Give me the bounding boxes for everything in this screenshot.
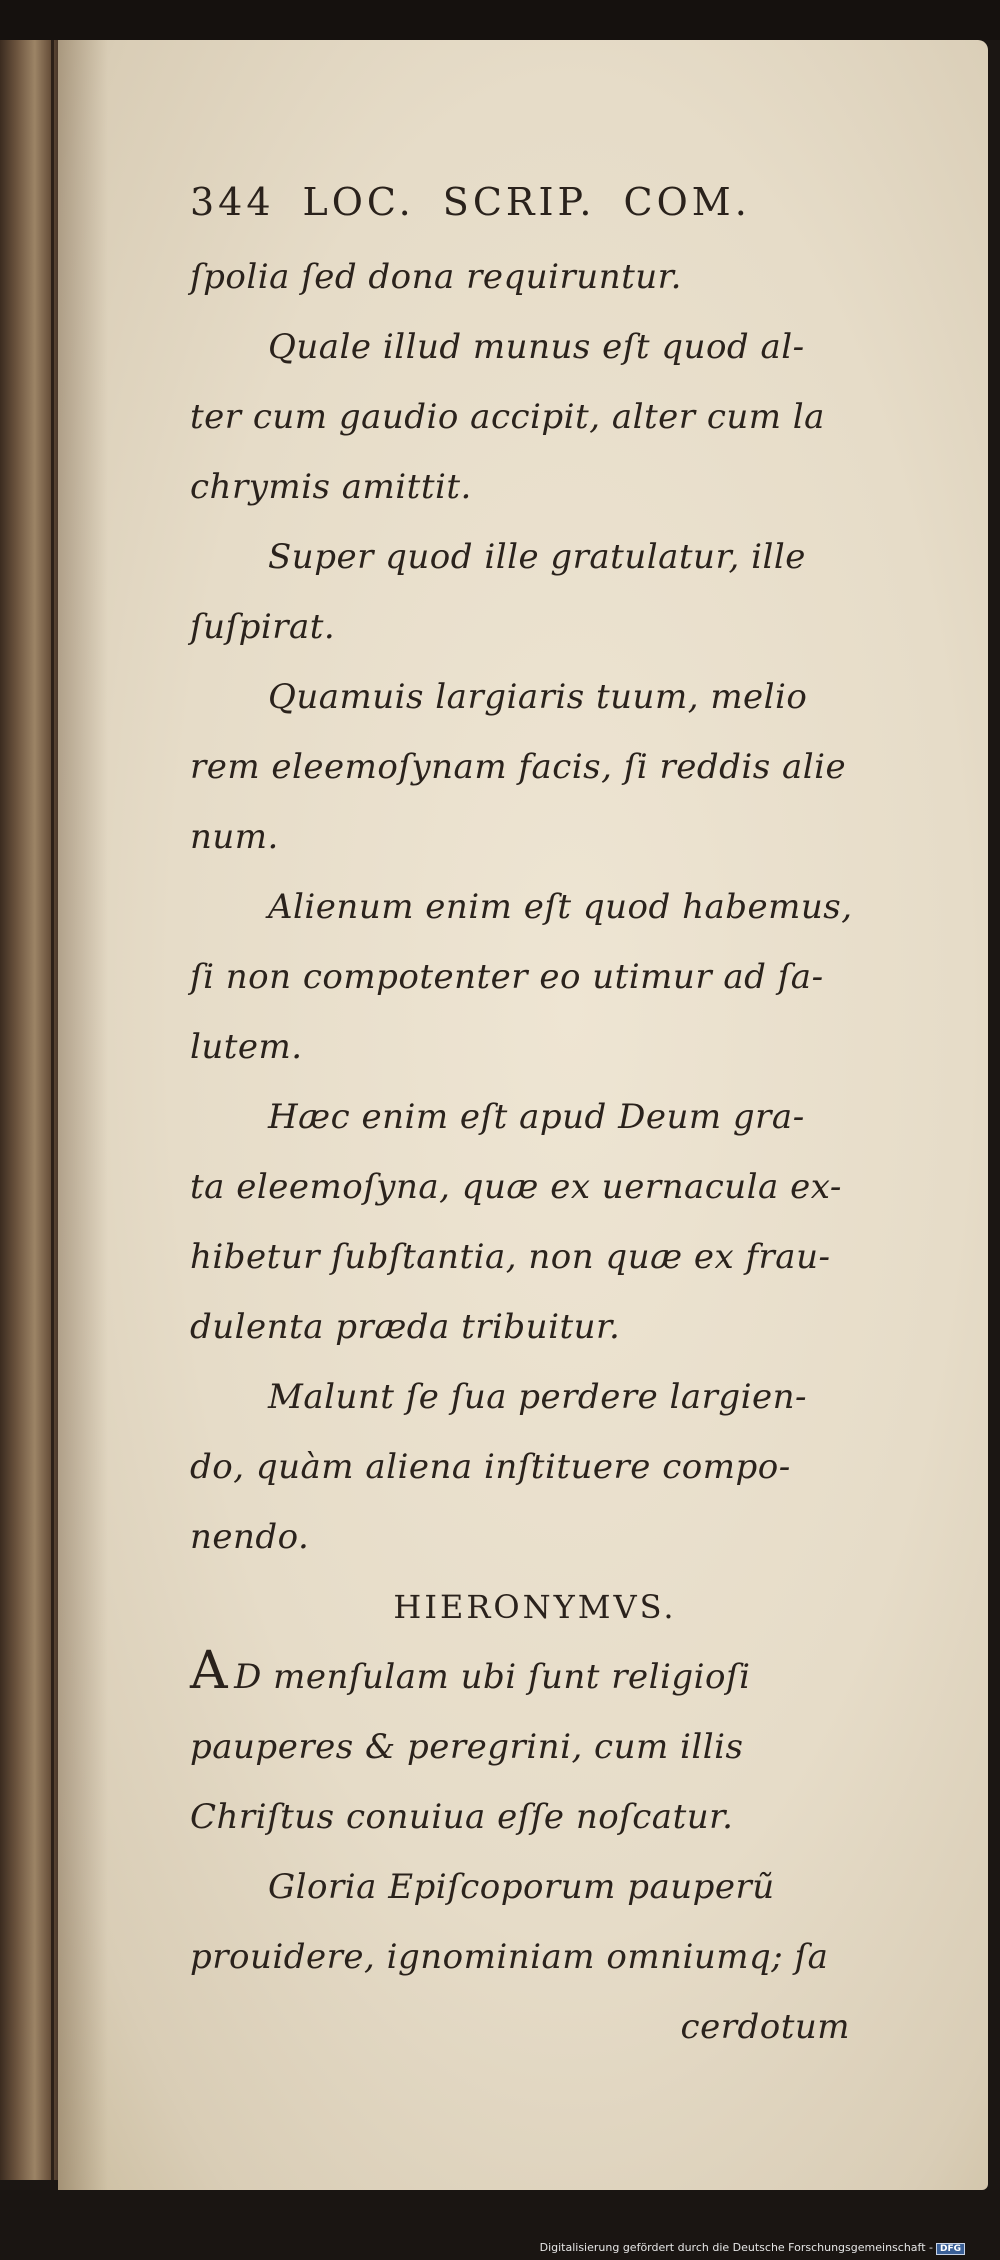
text-line: ſi non compotenter eo utimur ad ſa- [190, 957, 824, 997]
top-backdrop [0, 0, 1000, 40]
dfg-logo: DFG [936, 2243, 965, 2255]
text-line: hibetur ſubſtantia, non quæ ex frau- [190, 1237, 831, 1277]
text-line: Chriſtus conuiua eſſe noſcatur. [190, 1797, 734, 1837]
text-line: ſuſpirat. [190, 607, 336, 647]
book-page-edges [0, 40, 58, 2180]
page-number: 344 [190, 180, 275, 224]
initial-line [190, 1642, 880, 1712]
initial-line-rest: D menſulam ubi ſunt religioſi [234, 1657, 751, 1697]
digitization-credit [540, 2241, 965, 2255]
text-line: Malunt ſe ſua perdere largien- [268, 1377, 808, 1417]
running-head: LOC. SCRIP. COM. [302, 180, 751, 224]
gutter-shadow [58, 40, 108, 2190]
text-line: lutem. [190, 1027, 303, 1067]
text-line: nendo. [190, 1517, 310, 1557]
text-line: do, quàm aliena inſtituere compo- [190, 1447, 791, 1487]
text-line: Quale illud munus eſt quod al- [268, 327, 805, 367]
text-line: Alienum enim eſt quod habemus, [268, 887, 853, 927]
text-line: Super quod ille gratulatur, ille [268, 537, 806, 577]
page-text [190, 180, 880, 2062]
text-line: prouidere, ignominiam omniumq; ſa [190, 1937, 829, 1977]
credit-text: Digitalisierung gefördert durch die Deutsche Forschungsgemeinschaft - [539, 2241, 933, 2254]
text-line: ta eleemoſyna, quæ ex uernacula ex- [190, 1167, 842, 1207]
text-block-1 [190, 242, 880, 1642]
text-line: ſpolia ſed dona requiruntur. [190, 257, 682, 297]
catchword: cerdotum [680, 2007, 850, 2047]
text-block-2 [190, 1712, 880, 2062]
text-line: Quamuis largiaris tuum, melio [268, 677, 808, 717]
text-line: pauperes & peregrini, cum illis [190, 1727, 744, 1767]
text-line: ter cum gaudio accipit, alter cum la [190, 397, 825, 437]
initial-letter: A [190, 1641, 229, 1701]
text-line: Gloria Epiſcoporum pauperũ [268, 1867, 775, 1907]
text-line: num. [190, 817, 279, 857]
text-line: dulenta præda tribuitur. [190, 1307, 621, 1347]
text-line: chrymis amittit. [190, 467, 472, 507]
text-line: Hæc enim eſt apud Deum gra- [268, 1097, 805, 1137]
section-heading: HIERONYMVS. [393, 1588, 677, 1626]
text-line: rem eleemoſynam facis, ſi reddis alie [190, 747, 847, 787]
running-header [190, 180, 880, 242]
